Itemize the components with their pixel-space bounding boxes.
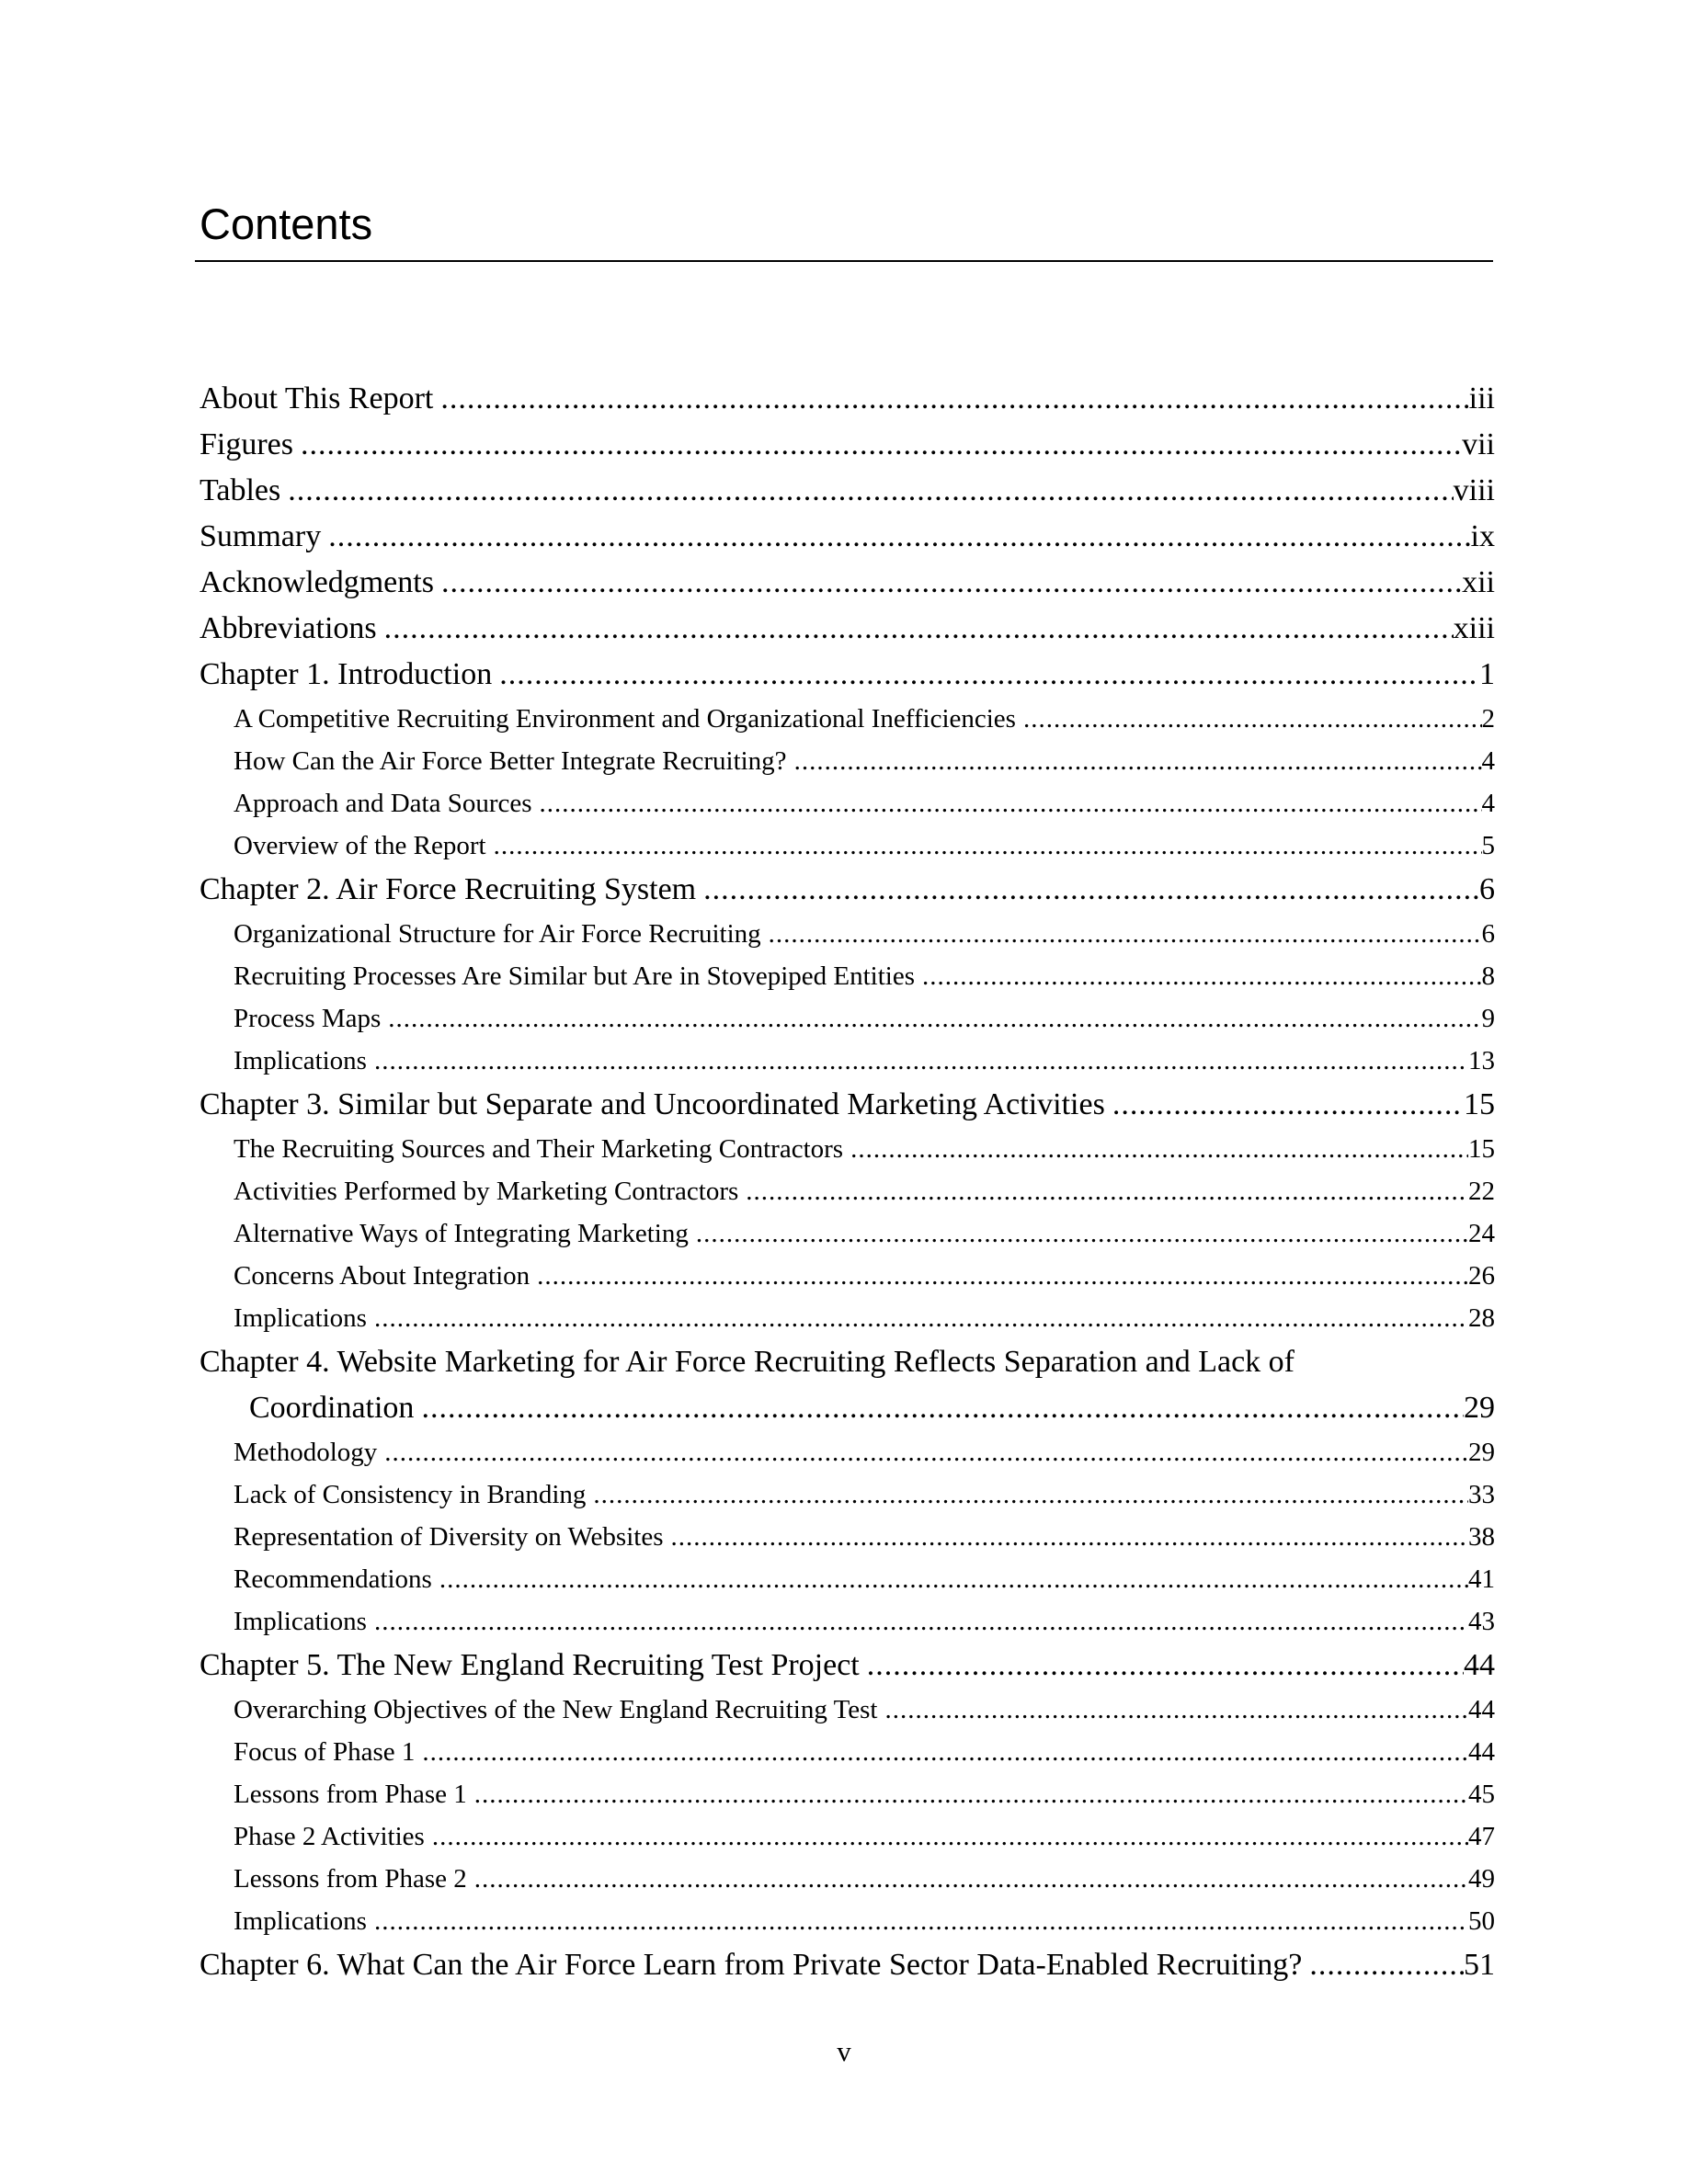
dot-leader: [433, 376, 1468, 422]
toc-entry-page: 24: [1468, 1219, 1495, 1248]
dot-leader: [1302, 1942, 1464, 1988]
toc-entry-page: vii: [1462, 427, 1495, 461]
dot-leader: [1016, 698, 1482, 740]
dot-leader: [425, 1815, 1468, 1858]
toc-entry-label: Chapter 1. Introduction: [200, 657, 493, 691]
toc-entry-page: 15: [1468, 1134, 1495, 1164]
dot-leader: [860, 1643, 1464, 1689]
toc-entry-label: Acknowledgments: [200, 565, 434, 599]
toc-entry-label: About This Report: [200, 381, 434, 415]
toc-entry-continuation: [200, 1385, 1495, 1431]
toc-entry-label: Activities Performed by Marketing Contractors: [234, 1177, 739, 1206]
toc-entry-page: 47: [1468, 1822, 1495, 1851]
toc-entry-chapter[interactable]: [200, 468, 1495, 514]
toc-entry-page: 15: [1464, 1087, 1495, 1121]
dot-leader: [367, 1600, 1468, 1643]
toc-entry-label: How Can the Air Force Better Integrate Recruiting?: [234, 746, 787, 776]
table-of-contents: [200, 376, 1495, 1988]
toc-entry-section[interactable]: [200, 1558, 1495, 1600]
toc-entry-chapter[interactable]: [200, 1339, 1495, 1431]
toc-entry-section[interactable]: [200, 1170, 1495, 1212]
toc-entry-label: Overarching Objectives of the New England Recruiting Test: [234, 1695, 878, 1724]
toc-entry-label: Figures: [200, 427, 293, 461]
toc-entry-page: 8: [1481, 961, 1495, 991]
toc-entry-section[interactable]: [200, 913, 1495, 955]
toc-entry-page: xiii: [1453, 611, 1495, 645]
dot-leader: [532, 782, 1482, 825]
toc-entry-label: Approach and Data Sources: [234, 789, 532, 818]
toc-entry-page: ix: [1470, 519, 1495, 553]
toc-entry-chapter[interactable]: [200, 422, 1495, 468]
toc-entry-chapter[interactable]: [200, 560, 1495, 606]
dot-leader: [738, 1170, 1468, 1212]
toc-entry-section[interactable]: [200, 1431, 1495, 1473]
toc-entry-section[interactable]: [200, 1212, 1495, 1255]
toc-entry-label: Lack of Consistency in Branding: [234, 1480, 587, 1509]
toc-entry-chapter[interactable]: [200, 1082, 1495, 1128]
toc-entry-label: Abbreviations: [200, 611, 377, 645]
toc-entry-chapter[interactable]: [200, 1942, 1495, 1988]
page-number: v: [837, 2035, 851, 2067]
toc-entry-page: 2: [1481, 704, 1495, 734]
toc-entry-section[interactable]: [200, 740, 1495, 782]
dot-leader: [415, 1731, 1468, 1773]
dot-leader: [663, 1516, 1468, 1558]
dot-leader: [434, 560, 1462, 606]
toc-entry-section[interactable]: [200, 782, 1495, 825]
toc-entry-page: 44: [1468, 1737, 1495, 1767]
dot-leader: [321, 514, 1470, 560]
toc-entry-page: viii: [1453, 473, 1495, 507]
toc-entry-label-continued: Coordination: [249, 1391, 415, 1425]
toc-entry-page: 28: [1468, 1303, 1495, 1333]
toc-entry-section[interactable]: [200, 1040, 1495, 1082]
toc-entry-page: 22: [1468, 1177, 1495, 1206]
toc-entry-label: Chapter 5. The New England Recruiting Test Project: [200, 1648, 860, 1682]
dot-leader: [787, 740, 1482, 782]
toc-entry-label: The Recruiting Sources and Their Marketing Contractors: [234, 1134, 844, 1164]
dot-leader: [689, 1212, 1468, 1255]
dot-leader: [877, 1689, 1468, 1731]
dot-leader: [843, 1128, 1468, 1170]
dot-leader: [377, 1431, 1468, 1473]
toc-entry-page: 38: [1468, 1522, 1495, 1552]
toc-entry-section[interactable]: [200, 1473, 1495, 1516]
dot-leader: [586, 1473, 1468, 1516]
toc-entry-section[interactable]: [200, 1689, 1495, 1731]
toc-entry-chapter[interactable]: [200, 606, 1495, 652]
toc-entry-section[interactable]: [200, 1255, 1495, 1297]
dot-leader: [467, 1858, 1468, 1900]
toc-entry-section[interactable]: [200, 1773, 1495, 1815]
toc-entry-section[interactable]: [200, 825, 1495, 867]
dot-leader: [761, 913, 1482, 955]
toc-entry-label: Chapter 3. Similar but Separate and Uncoordinated Marketing Activities: [200, 1087, 1105, 1121]
toc-entry-chapter[interactable]: [200, 1643, 1495, 1689]
toc-entry-page: 33: [1468, 1480, 1495, 1509]
toc-entry-page: 41: [1468, 1564, 1495, 1594]
dot-leader: [414, 1385, 1464, 1431]
toc-entry-chapter[interactable]: [200, 514, 1495, 560]
dot-leader: [381, 997, 1481, 1040]
toc-entry-page: 51: [1464, 1948, 1495, 1982]
toc-entry-label: Chapter 6. What Can the Air Force Learn from Private Sector Data-Enabled Recruiting?: [200, 1948, 1303, 1982]
toc-entry-page: 50: [1468, 1906, 1495, 1936]
toc-entry-page: 29: [1464, 1391, 1495, 1425]
dot-leader: [915, 955, 1481, 997]
toc-entry-page: 4: [1481, 789, 1495, 818]
toc-entry-page: 45: [1468, 1780, 1495, 1809]
dot-leader: [467, 1773, 1468, 1815]
dot-leader: [492, 652, 1479, 698]
toc-entry-label: Lessons from Phase 2: [234, 1864, 467, 1894]
toc-entry-label: Methodology: [234, 1438, 378, 1467]
toc-entry-section[interactable]: [200, 1297, 1495, 1339]
toc-entry-page: 1: [1479, 657, 1495, 691]
title-rule: [195, 260, 1493, 262]
toc-entry-section[interactable]: [200, 1600, 1495, 1643]
toc-entry-page: 29: [1468, 1438, 1495, 1467]
toc-entry-label: Implications: [234, 1046, 367, 1075]
toc-entry-page: 26: [1468, 1261, 1495, 1291]
toc-entry-page: 44: [1468, 1695, 1495, 1724]
dot-leader: [1105, 1082, 1464, 1128]
toc-entry-section[interactable]: [200, 955, 1495, 997]
toc-entry-page: 6: [1481, 919, 1495, 949]
toc-entry-label: Overview of the Report: [234, 831, 486, 860]
toc-entry-page: 49: [1468, 1864, 1495, 1894]
toc-entry-label: Process Maps: [234, 1004, 382, 1033]
toc-entry-section[interactable]: [200, 1858, 1495, 1900]
toc-entry-page: 4: [1481, 746, 1495, 776]
toc-entry-page: 43: [1468, 1607, 1495, 1636]
toc-entry-page: 13: [1468, 1046, 1495, 1075]
toc-entry-section[interactable]: [200, 1815, 1495, 1858]
toc-entry-label: Phase 2 Activities: [234, 1822, 425, 1851]
toc-entry-page: 5: [1481, 831, 1495, 860]
dot-leader: [367, 1297, 1468, 1339]
toc-entry-page: 9: [1481, 1004, 1495, 1033]
dot-leader: [696, 867, 1479, 913]
toc-entry-label: Lessons from Phase 1: [234, 1780, 467, 1809]
toc-entry-section[interactable]: [200, 1900, 1495, 1942]
toc-entry-label: Summary: [200, 519, 322, 553]
toc-entry-page: iii: [1468, 381, 1495, 415]
toc-entry-label: Implications: [234, 1607, 367, 1636]
toc-entry-label: Focus of Phase 1: [234, 1737, 416, 1767]
toc-entry-page: xii: [1462, 565, 1495, 599]
toc-entry-label: A Competitive Recruiting Environment and Organizational Inefficiencies: [234, 704, 1016, 734]
dot-leader: [377, 606, 1454, 652]
toc-entry-label: Organizational Structure for Air Force Recruiting: [234, 919, 761, 949]
toc-entry-page: 6: [1479, 872, 1495, 906]
dot-leader: [367, 1040, 1468, 1082]
dot-leader: [432, 1558, 1468, 1600]
page-title: Contents: [200, 199, 373, 248]
toc-entry-label: Representation of Diversity on Websites: [234, 1522, 664, 1552]
toc-entry-label: Chapter 4. Website Marketing for Air Force Recruiting Reflects Separation and Lack of: [200, 1345, 1295, 1379]
toc-entry-section[interactable]: [200, 1128, 1495, 1170]
dot-leader: [486, 825, 1482, 867]
toc-entry-label: Recruiting Processes Are Similar but Are in Stovepiped Entities: [234, 961, 916, 991]
toc-entry-chapter[interactable]: [200, 376, 1495, 422]
toc-entry-label: Implications: [234, 1906, 367, 1936]
toc-entry-section[interactable]: [200, 1731, 1495, 1773]
dot-leader: [367, 1900, 1468, 1942]
toc-entry-label: Implications: [234, 1303, 367, 1333]
dot-leader: [293, 422, 1462, 468]
toc-entry-chapter[interactable]: [200, 867, 1495, 913]
toc-entry-page: 44: [1464, 1648, 1495, 1682]
dot-leader: [530, 1255, 1468, 1297]
toc-entry-section[interactable]: [200, 698, 1495, 740]
toc-entry-label: Alternative Ways of Integrating Marketing: [234, 1219, 689, 1248]
toc-entry-label: Chapter 2. Air Force Recruiting System: [200, 872, 697, 906]
dot-leader: [280, 468, 1453, 514]
toc-entry-chapter[interactable]: [200, 652, 1495, 698]
toc-entry-section[interactable]: [200, 997, 1495, 1040]
toc-entry-label: Concerns About Integration: [234, 1261, 530, 1291]
toc-entry-label: Tables: [200, 473, 281, 507]
toc-entry-label: Recommendations: [234, 1564, 432, 1594]
toc-entry-section[interactable]: [200, 1516, 1495, 1558]
